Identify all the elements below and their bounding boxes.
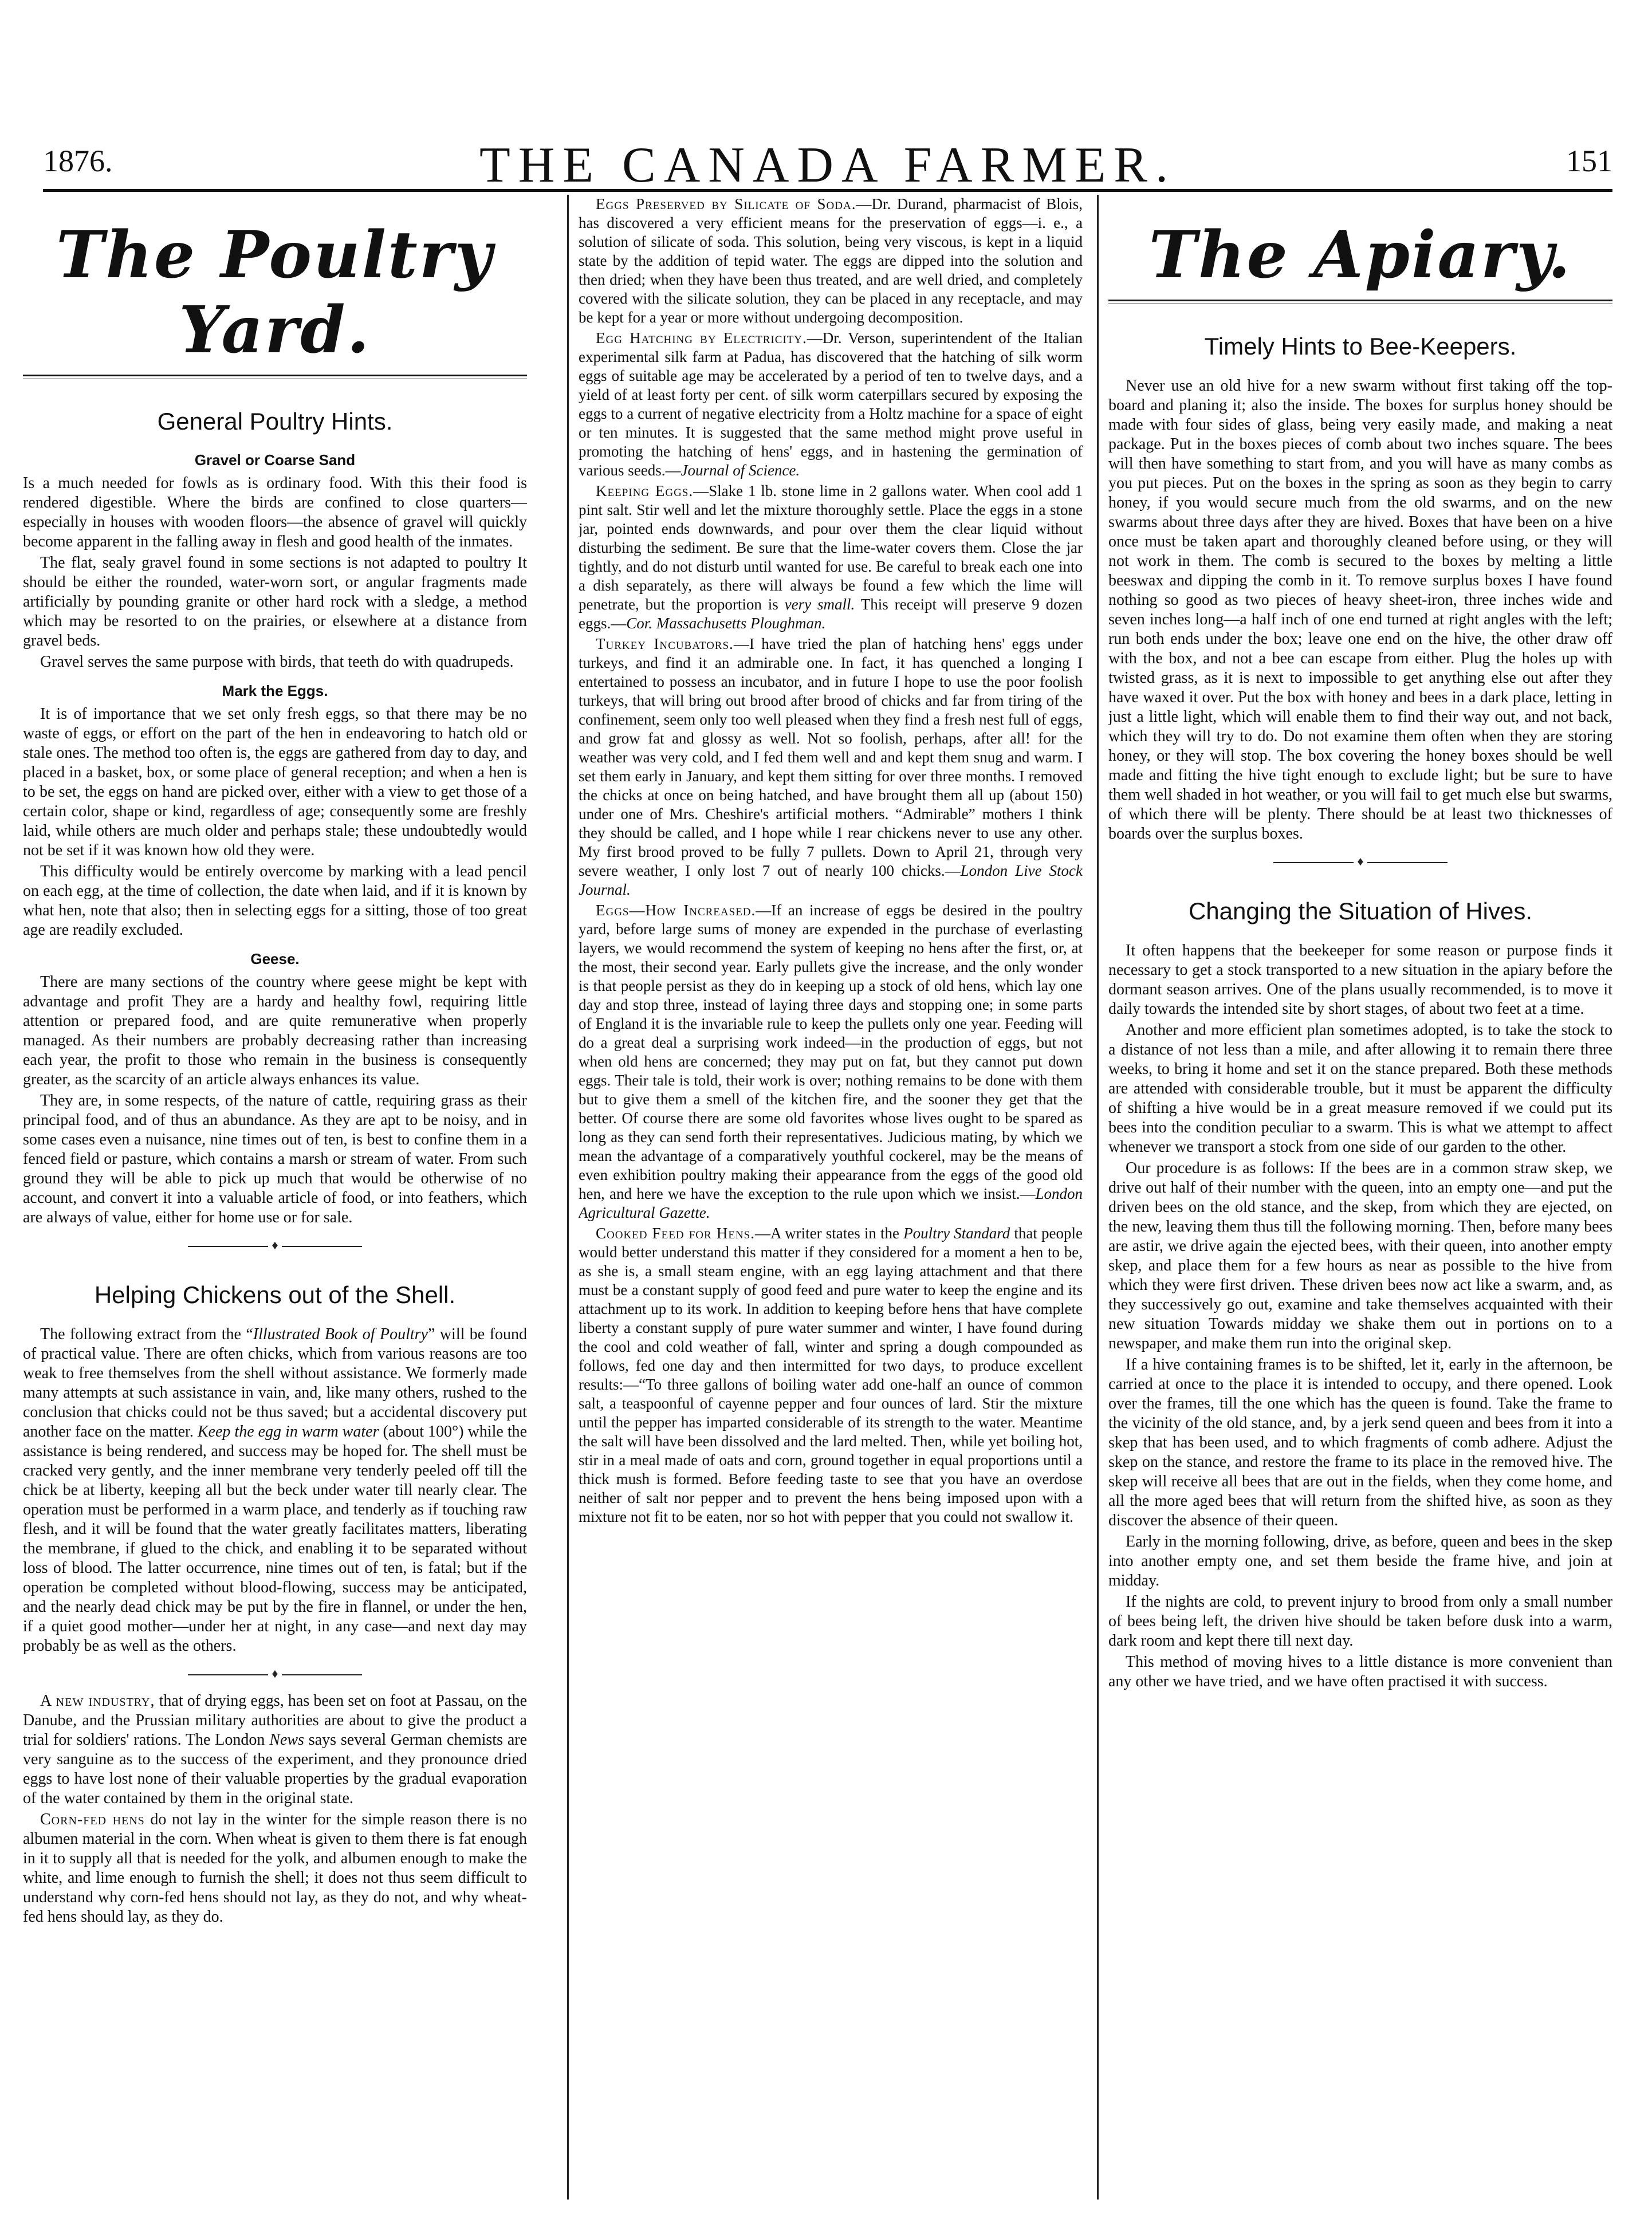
changing-paragraph-2: Another and more efficient plan sometimes adopted, is to take the stock to a distance of not less than a mile, and after allowing it to remain there three weeks, to bring it home and set it on the stance prepared. Both these methods are attended with considerable trouble, but it must be apparent the difficulty of shifting a hive would be in a great measure removed if we could put its bees into the condition peculiar to a swarm. This is what we attempt to affect whenever we transport a stock from one side of our garden to the other. xyxy=(1108,1021,1612,1156)
changing-paragraph-6: If the nights are cold, to prevent injury to brood from only a small number of bees being left, the driven hive should be taken before dusk into a warm, dark room and kept there till next day. xyxy=(1108,1593,1612,1650)
silicate-paragraph: Eggs Preserved by Silicate of Soda.—Dr. Durand, pharmacist of Blois, has discovered a very efficient means for the preservation of eggs—i. e., a solution of silicate of soda. This solution, being very viscous, is kept in a liquid state by the addition of tepid water. The eggs are dipped into the solution and then dried; when they have been thus treated, and are well dried, and completely covered with the silicate solution, they can be placed in any receptacle, and may be kept for a year or more without undergoing decomposition. xyxy=(579,195,1083,326)
masthead xyxy=(43,136,1612,191)
changing-paragraph-5: Early in the morning following, drive, as before, queen and bees in the skep into another empty one, and set them beside the frame hive, and join at midday. xyxy=(1108,1533,1612,1589)
keeping-eggs-paragraph: Keeping Eggs.—Slake 1 lb. stone lime in 2 gallons water. When cool add 1 pint salt. Stir well and let the mixture thoroughly settle. Place the eggs in a stone jar, pointed ends downwards, and pour over them the clear liquid without disturbing the sediment. Be sure that the lime-water covers them. Close the jar tightly, and do not disturb until wanted for use. Be careful to break each one into a dish separately, as there will always be found a few which the lime will penetrate, but the proportion is very small. This receipt will preserve 9 dozen eggs.—Cor. Massachusetts Ploughman. xyxy=(579,482,1083,632)
heading-rule xyxy=(1108,300,1612,304)
page-number: 151 xyxy=(1566,144,1612,178)
cooked-feed-paragraph: Cooked Feed for Hens.—A writer states in the Poultry Standard that people would better understand this matter if they considered for a moment a hen to be, as she is, a small steam engine, with an egg laying attachment and that there must be a constant supply of good feed and pure water to keep the engine and its attachment up to its work. In addition to keeping before hens that have complete liberty a constant supply of pure water summer and winter, I have found during the cool and cold weather of fall, winter and spring a dough compounded as follows, fed one day and then intermitted for two days, to produce excellent results:—“To three gallons of boiling water add one-half an ounce of common salt, a teaspoonful of cayenne pepper and four ounces of lard. Stir the mixture until the pepper has imparted considerable of its strength to the water. Meantime the salt will have been dissolved and the lard melted. Then, while yet boiling hot, stir in a meal made of oats and corn, ground together in equal proportions until a thick mush is formed. Before feeding taste to see that you have an overdose neither of salt nor pepper and to prevent the hens being imposed upon with a mixture not fit to be eaten, nor so hot with pepper that you could not swallow it. xyxy=(579,1225,1083,1525)
column-rule-left xyxy=(567,195,569,2200)
masthead-rule xyxy=(43,189,1612,192)
geese-paragraph-2: They are, in some respects, of the nature of cattle, requiring grass as their principal food, and of thus an abundance. As they are apt to be noisy, and in some cases even a nuisance, nine times out of ten, is best to confine them in a fenced field or pasture, which contains a marsh or stream of water. From such ground they will be able to pick up much that would be otherwise of no account, and convert it into a valuable article of food, or into feathers, which are always of value, either for home use or for sale. xyxy=(23,1092,527,1226)
gravel-paragraph-2: The flat, sealy gravel found in some sections is not adapted to poultry It should be either the rounded, water-worn sort, or angular fragments made artificially by pounding granite or other hard rock with a sledge, a method which may be resorted to on the prairies, or elsewhere at a distance from gravel beds. xyxy=(23,554,527,650)
column-poultry xyxy=(23,195,527,2200)
changing-situation-title: Changing the Situation of Hives. xyxy=(1188,898,1533,924)
drying-eggs-paragraph: A new industry, that of drying eggs, has been set on foot at Passau, on the Danube, and the Prussian military authorities are about to give the product a trial for soldiers' rations. The London News says several German chemists are very sanguine as to the success of the experiment, and they pronounce dried eggs to have lost none of their valuable properties by the gradual evaporation of the water contained by them in the original state. xyxy=(23,1692,527,1807)
changing-paragraph-1: It often happens that the beekeeper for some reason or purpose finds it necessary to get a stock transported to a new situation in the apiary before the dormant season arrives. One of the plans usually recommended, is to move it daily towards the intended site by short stages, of about two feet at a time. xyxy=(1108,942,1612,1018)
changing-paragraph-4: If a hive containing frames is to be shifted, let it, early in the afternoon, be carried at once to the place it is intended to occupy, and there opened. Look over the frames, till the one which has the queen is found. Take the frame to the vicinity of the old stance, and, by a jerk send queen and bees from it into a skep that has been used, and to which fragments of comb adhere. Adjust the skep on the stance, and restore the frame to its place in the removed hive. The skep will receive all bees that are out in the fields, when they come home, and all the more aged bees that will return from the shifted hive, as soon as they discover the absence of their queen. xyxy=(1108,1356,1612,1529)
electricity-paragraph: Egg Hatching by Electricity.—Dr. Verson, superintendent of the Italian experimental silk farm at Padua, has discovered that the hatching of silk worm eggs of suitable age may be accelerated by a period of ten to twelve days, and a yield of at least forty per cent. of silk worm caterpillars secured by exposing the eggs to a current of negative electricity from a Holtz machine for a space of eight or ten minutes. It is suggested that the same method might prove useful in promoting the hatching of hens' eggs, and in hastening the germination of various seeds.—Journal of Science. xyxy=(579,329,1083,479)
corn-fed-hens-paragraph: Corn-fed hens do not lay in the winter for the simple reason there is no albumen material in the corn. When wheat is given to them there is fat enough in it to supply all that is needed for the yolk, and albumen enough to make the white, and lime enough to furnish the shell; it does not thus seem difficult to understand why corn-fed hens should not lay, as they do not, and why wheat-fed hens should lay, as they do. xyxy=(23,1811,527,1926)
gravel-paragraph-3: Gravel serves the same purpose with birds, that teeth do with quadrupeds. xyxy=(40,653,514,671)
column-poultry-continued xyxy=(579,195,1083,2200)
general-poultry-hints-title: General Poultry Hints. xyxy=(157,408,393,435)
eggs-increased-paragraph: Eggs—How Increased.—If an increase of eggs be desired in the poultry yard, before large sums of money are expended in the purchase of everlasting layers, we would recommend the system of keeping no hens after the first, or, at the most, their second year. Early pullets give the increase, and the only wonder is that people persist as they do in keeping up a stock of old hens, which lay one day and stop three, instead of laying three days and stopping one; in some parts of England it is the invariable rule to keep the pullets only one year. Feeding will do a great deal a surprising work indeed—in the production of eggs, but not when old hens are concerned; they may put on fat, but they cannot put down eggs. Their tale is told, their work is over; nothing remains to be done with them but to give them a smell of the kitchen fire, and the sooner they get that the better. Of course there are some old favorites whose lives ought to be spared as long as they can send forth their representatives. Judicious mating, by which we mean the advantage of a comparatively youthful cockerel, may be the means of even exhibition poultry making their appearance from the eggs of the good old hen, and here we have the exception to the rule upon which we insist.—London Agricultural Gazette. xyxy=(579,902,1083,1221)
apiary-heading: The Apiary. xyxy=(1148,218,1572,293)
heading-rule xyxy=(23,375,527,379)
helping-chickens-paragraph: The following extract from the “Illustrated Book of Poultry” will be found of practical value. There are often chicks, which from various reasons are too weak to free themselves from the shell without assistance. We formerly made many attempts at such assistance in vain, and, like many others, rushed to the conclusion that chicks could not be thus saved; but a accidental discovery put another face on the matter. Keep the egg in warm water (about 100°) while the assistance is being rendered, and success may be hoped for. The shell must be cracked very gently, and the inner membrane very tenderly peeled off till the chick be at liberty, keeping all but the beck under water till nearly clear. The operation must be performed in a warm place, and tenderly as if touching raw flesh, and it will be found that the water greatly facilitates matters, liberating the membrane, if glued to the chick, and enabling it to be separated without loss of blood. The latter occurrence, nine times out of ten, is fatal; but if the operation be completed without blood-flowing, success may be anticipated, and the nearly dead chick may be put by the fire in flannel, or under the hen, if a quiet good mother—under her at night, in any case—and next day may probably be as well as the others. xyxy=(23,1325,527,1655)
section-separator: ♦ xyxy=(23,1666,527,1681)
changing-paragraph-3: Our procedure is as follows: If the bees are in a common straw skep, we drive out half of their number with the queen, into an empty one—and put the driven bees on the old stance, and the skep, from which they are ejected, on the new, leaving them thus till the following morning. Then, before many bees are astir, we drive again the ejected bees, with their queen, into another empty skep, and place them for a few hours as near as possible to the hive from which they were first driven. These driven bees now act like a swarm, and, as they successively go out, examine and take themselves acquainted with their new situation Towards midday we shake them out in portions on to a newspaper, and make them run into the original skep. xyxy=(1108,1159,1612,1352)
timely-hints-paragraph: Never use an old hive for a new swarm without first taking off the top-board and planing it; also the inside. The boxes for surplus honey should be made with four sides of glass, being very easily made, and making a neat package. Put in the boxes pieces of comb about two inches square. The bees will then have something to start from, and you will have as many combs as you put pieces. Put on the boxes in the spring as soon as they begin to carry honey, if you would secure much from the old swarms, and on the new swarms about three days after they are hived. Boxes that have been on a hive once must be taken apart and thoroughly cleaned before using, or they will not work in them. The comb is secured to the boxes by melting a little beeswax and dipping the comb in it. To remove surplus boxes I have found nothing so good as two pieces of heavy sheet-iron, three inches wide and seven inches long—a half inch of one end turned at right angles with the left; run both ends under the box; leave one end on the hive, the other draw off with the box, and not a bee can escape from either. Plug the holes up with twisted grass, as it is next to impossible to get anything else out after they have waxed it over. Put the box with honey and bees in a dark place, letting in just a little light, which will enable them to find their way out, and not back, which they will try to do. Do not examine them often when they are storing honey, or they will stop. The box covering the honey boxes should be well made and fitting the hive tight enough to exclude light; but be sure to have them well shaded in hot weather, or you will fail to get much else but swarms, of which there will be plenty. There should be at least two thicknesses of boards over the surplus boxes. xyxy=(1108,377,1612,843)
masthead-title: THE CANADA FARMER. xyxy=(479,137,1176,193)
geese-subheading: Geese. xyxy=(250,950,300,967)
poultry-yard-heading: The Poultry Yard. xyxy=(56,218,494,368)
masthead-year: 1876. xyxy=(43,144,113,178)
column-rule-right xyxy=(1097,195,1099,2200)
geese-paragraph-1: There are many sections of the country where geese might be kept with advantage and profit They are a hardy and healthy fowl, requiring little attention or prepared food, and are quite remunerative when properly managed. As their numbers are probably decreasing rather than increasing each year, the profit to those who remain in the business is consequently greater, as the scarcity of an article always enhances its value. xyxy=(23,973,527,1088)
column-apiary xyxy=(1108,195,1612,2200)
eggs-paragraph-1: It is of importance that we set only fresh eggs, so that there may be no waste of eggs, or effort on the part of the hen in endeavoring to hatch old or stale ones. The method too often is, the eggs are gathered from day to day, and placed in a basket, box, or some place of general reception; and when a hen is to be set, the eggs on hand are picked over, either with a view to get those of a certain color, shape or kind, regardless of age; consequently some are freshly laid, while others are much older and perhaps stale; these undoubtedly would not be set if it was known how old they were. xyxy=(23,705,527,859)
turkey-incubators-paragraph: Turkey Incubators.—I have tried the plan of hatching hens' eggs under turkeys, and find it an admirable one. In fact, it has quenched a longing I entertained to possess an incubator, and in future I hope to use the poor foolish turkeys, that will bring out brood after brood of chicks and far from tiring of the confinement, seem only too well pleased when they find a fresh nest full of eggs, and grow fat and glossy as well. Not so foolish, perhaps, after all! for the weather was very cold, and I fed them well and and kept them snug and warm. I set them early in January, and kept them sitting for over three months. I removed the chicks at once on being hatched, and have brought them all up (about 150) under one of Mrs. Cheshire's artificial mothers. “Admirable” mothers I think they should be called, and I hope while I rear chickens never to use any other. My first brood proved to be fully 7 pullets. Down to April 21, through very severe weather, I only lost 7 out of nearly 100 chicks.—London Live Stock Journal. xyxy=(579,635,1083,898)
section-separator: ♦ xyxy=(23,1238,527,1253)
helping-chickens-title: Helping Chickens out of the Shell. xyxy=(94,1281,456,1308)
gravel-paragraph-1: Is a much needed for fowls as is ordinary food. With this their food is rendered digestible. Where the birds are confined to close quarters—especially in houses with wooden floors—the absence of gravel will quickly become apparent in the falling away in flesh and good health of the inmates. xyxy=(23,474,527,550)
changing-paragraph-7: This method of moving hives to a little distance is more convenient than any other we have tried, and we have often practised it with success. xyxy=(1108,1653,1612,1690)
section-separator: ♦ xyxy=(1108,854,1612,869)
gravel-subheading: Gravel or Coarse Sand xyxy=(194,451,356,469)
eggs-paragraph-2: This difficulty would be entirely overcome by marking with a lead pencil on each egg, at the time of collection, the date when laid, and if it is known by what hen, note that also; then in selecting eggs for a sitting, those of too great age are readily excluded. xyxy=(23,863,527,939)
mark-eggs-subheading: Mark the Eggs. xyxy=(222,682,328,699)
timely-hints-title: Timely Hints to Bee-Keepers. xyxy=(1204,333,1517,360)
